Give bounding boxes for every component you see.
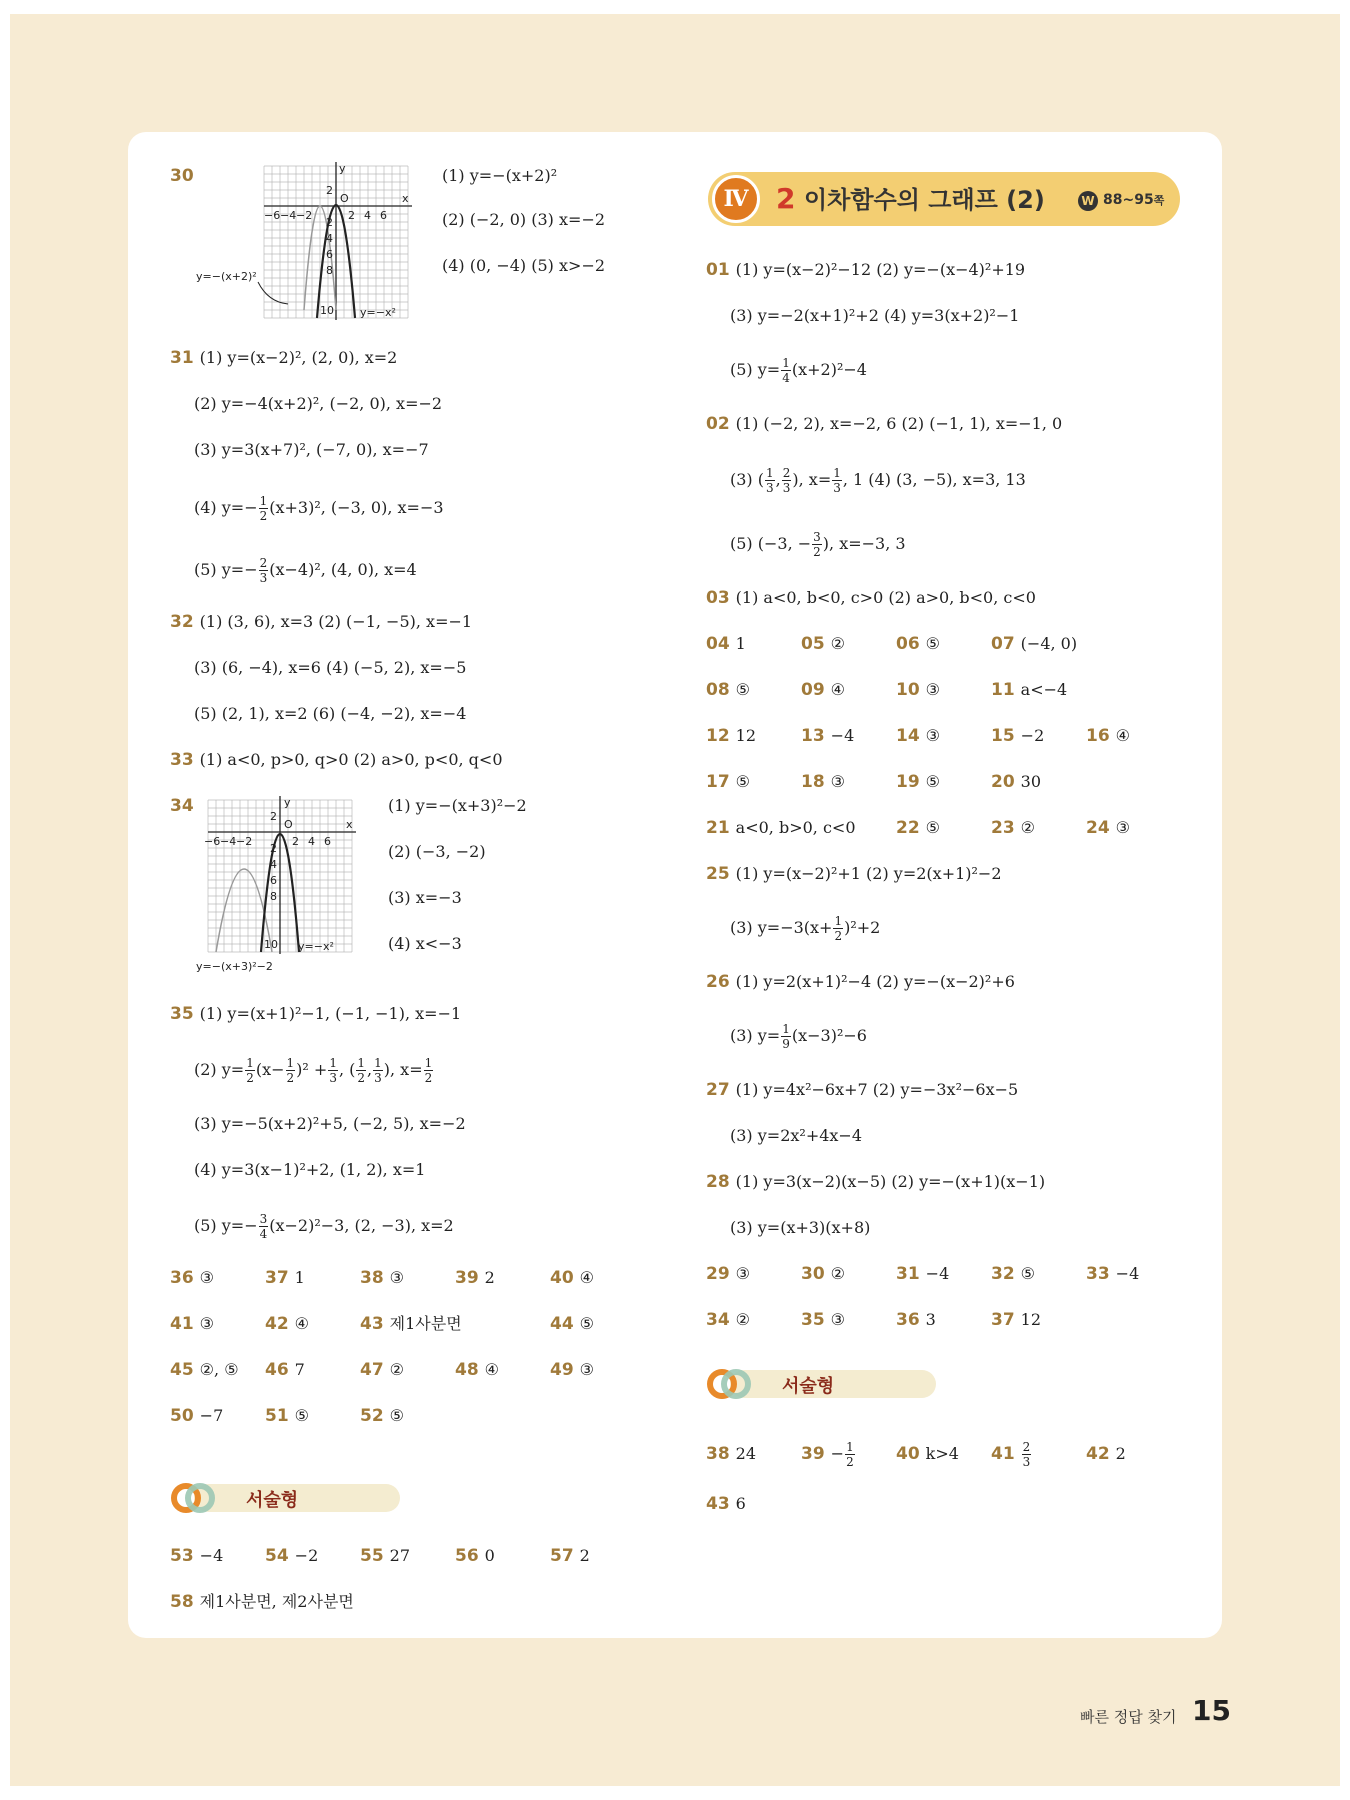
- r-answer-17: 17 ⑤: [706, 772, 751, 792]
- q35-line-3: (3) y=−5(x+2)²+5, (−2, 5), x=−2: [194, 1114, 466, 1133]
- svg-text:y=−(x+2)²: y=−(x+2)²: [196, 270, 257, 283]
- section-label: 서술형: [246, 1490, 299, 1511]
- r-q26-line-1: 26 (1) y=2(x+1)²−4 (2) y=−(x−2)²+6: [706, 972, 1015, 992]
- svg-text:2: 2: [292, 835, 299, 848]
- r-answer-32: 32 ⑤: [991, 1264, 1036, 1284]
- answer-38: 38 ③: [360, 1268, 405, 1288]
- q34-answer-2: (2) (−3, −2): [388, 842, 486, 861]
- svg-text:8: 8: [326, 264, 333, 277]
- q30-number: 30: [170, 166, 194, 186]
- svg-text:−4: −4: [220, 835, 237, 848]
- answer-56: 56 0: [455, 1546, 495, 1566]
- section-essay-right: [706, 1368, 936, 1400]
- r-answer-30: 30 ②: [801, 1264, 846, 1284]
- svg-text:2: 2: [270, 842, 277, 855]
- r-q01-line-1: 01 (1) y=(x−2)²−12 (2) y=−(x−4)²+19: [706, 260, 1026, 280]
- r-answer-33: 33 −4: [1086, 1264, 1140, 1284]
- r-answer-16: 16 ④: [1086, 726, 1131, 746]
- r-answer-14: 14 ③: [896, 726, 941, 746]
- answer-54: 54 −2: [265, 1546, 319, 1566]
- r-answer-04: 04 1: [706, 634, 746, 654]
- r-q01-line-2: (3) y=−2(x+1)²+2 (4) y=3(x+2)²−1: [730, 306, 1020, 325]
- q30-answer-1: (1) y=−(x+2)²: [442, 166, 558, 185]
- section-ring-icon: [170, 1482, 222, 1514]
- answer-41: 41 ③: [170, 1314, 215, 1334]
- svg-text:−6: −6: [204, 835, 221, 848]
- answer-46: 46 7: [265, 1360, 305, 1380]
- svg-text:10: 10: [264, 938, 278, 951]
- r-answer-15: 15 −2: [991, 726, 1045, 746]
- section-label: 서술형: [782, 1376, 835, 1397]
- r-q27-line-2: (3) y=2x²+4x−4: [730, 1126, 863, 1145]
- r-answer-34: 34 ②: [706, 1310, 751, 1330]
- r-answer-21: 21 a<0, b>0, c<0: [706, 818, 856, 838]
- r-answer-42: 42 2: [1086, 1444, 1126, 1464]
- answer-40: 40 ④: [550, 1268, 595, 1288]
- svg-text:4: 4: [326, 232, 333, 245]
- answer-43: 43 제1사분면: [360, 1314, 462, 1334]
- footer-label: 빠른 정답 찾기: [1080, 1708, 1177, 1726]
- q34-graph: [194, 796, 394, 976]
- q33: 33 (1) a<0, p>0, q>0 (2) a>0, p<0, q<0: [170, 750, 503, 770]
- r-answer-37: 37 12: [991, 1310, 1042, 1330]
- q31-line-1: 31 (1) y=(x−2)², (2, 0), x=2: [170, 348, 398, 368]
- answer-51: 51 ⑤: [265, 1406, 310, 1426]
- svg-text:O: O: [284, 818, 293, 831]
- r-answer-19: 19 ⑤: [896, 772, 941, 792]
- r-q28-line-1: 28 (1) y=3(x−2)(x−5) (2) y=−(x+1)(x−1): [706, 1172, 1046, 1192]
- answer-50: 50 −7: [170, 1406, 224, 1426]
- svg-text:8: 8: [270, 890, 277, 903]
- q35-line-1: 35 (1) y=(x+1)²−1, (−1, −1), x=−1: [170, 1004, 462, 1024]
- svg-text:2: 2: [270, 810, 277, 823]
- q31-line-3: (3) y=3(x+7)², (−7, 0), x=−7: [194, 440, 429, 459]
- q30-answer-2: (2) (−2, 0) (3) x=−2: [442, 210, 606, 229]
- r-answer-43: 43 6: [706, 1494, 746, 1514]
- q32-line-3: (5) (2, 1), x=2 (6) (−4, −2), x=−4: [194, 704, 467, 723]
- r-answer-23: 23 ②: [991, 818, 1036, 838]
- q35-line-2: (2) y= $\frac{1}{2}$ (x− $\frac{1}{2}$ )² + $\frac{1}{3}$ , ( $\frac{1}{2}$ , $\frac{1}{3}$ ), x= $\frac{1}{2}$: [194, 1056, 433, 1085]
- page-number: 15: [1192, 1694, 1231, 1727]
- q30-answer-3: (4) (0, −4) (5) x>−2: [442, 256, 606, 275]
- answer-53: 53 −4: [170, 1546, 224, 1566]
- r-q26-line-2: (3) y= $\frac{1}{9}$ (x−3)²−6: [730, 1022, 867, 1051]
- r-q01-line-3: (5) y= $\frac{1}{4}$ (x+2)²−4: [730, 356, 867, 385]
- svg-text:6: 6: [326, 248, 333, 261]
- r-q28-line-2: (3) y=(x+3)(x+8): [730, 1218, 871, 1237]
- svg-text:x: x: [402, 192, 409, 205]
- answer-49: 49 ③: [550, 1360, 595, 1380]
- r-q02-line-3: (5) (−3, − $\frac{3}{2}$ ), x=−3, 3: [730, 530, 906, 559]
- q34-answer-3: (3) x=−3: [388, 888, 462, 907]
- q34-answer-4: (4) x<−3: [388, 934, 462, 953]
- answer-47: 47 ②: [360, 1360, 405, 1380]
- answer-52: 52 ⑤: [360, 1406, 405, 1426]
- r-answer-13: 13 −4: [801, 726, 855, 746]
- q34-answer-1: (1) y=−(x+3)²−2: [388, 796, 527, 815]
- r-answer-35: 35 ③: [801, 1310, 846, 1330]
- answer-57: 57 2: [550, 1546, 590, 1566]
- answer-39: 39 2: [455, 1268, 495, 1288]
- answer-55: 55 27: [360, 1546, 411, 1566]
- svg-text:x: x: [346, 818, 353, 831]
- q30-graph: [196, 162, 426, 322]
- answer-44: 44 ⑤: [550, 1314, 595, 1334]
- r-answer-20: 20 30: [991, 772, 1042, 792]
- svg-text:6: 6: [324, 835, 331, 848]
- r-answer-06: 06 ⑤: [896, 634, 941, 654]
- chapter-title: 이차함수의 그래프 (2): [804, 186, 1045, 214]
- svg-text:2: 2: [326, 184, 333, 197]
- answer-58: 58 제1사분면, 제2사분면: [170, 1592, 354, 1612]
- r-q27-line-1: 27 (1) y=4x²−6x+7 (2) y=−3x²−6x−5: [706, 1080, 1019, 1100]
- q32-line-2: (3) (6, −4), x=6 (4) (−5, 2), x=−5: [194, 658, 467, 677]
- answer-48: 48 ④: [455, 1360, 500, 1380]
- q31-line-4: (4) y=− $\frac{1}{2}$ (x+3)², (−3, 0), x=−3: [194, 494, 444, 523]
- chapter-number: 2: [776, 182, 796, 215]
- workbook-icon: W: [1078, 191, 1098, 211]
- q35-line-4: (4) y=3(x−1)²+2, (1, 2), x=1: [194, 1160, 426, 1179]
- svg-text:−2: −2: [296, 209, 313, 222]
- svg-text:6: 6: [270, 874, 277, 887]
- section-essay-left: [170, 1482, 400, 1514]
- svg-text:y=−x²: y=−x²: [360, 306, 396, 319]
- chapter-pages: 88~95쪽: [1103, 192, 1165, 208]
- r-answer-10: 10 ③: [896, 680, 941, 700]
- r-answer-05: 05 ②: [801, 634, 846, 654]
- svg-text:4: 4: [364, 209, 371, 222]
- section-ring-icon: [706, 1368, 758, 1400]
- q31-line-2: (2) y=−4(x+2)², (−2, 0), x=−2: [194, 394, 443, 413]
- answer-36: 36 ③: [170, 1268, 215, 1288]
- answer-45: 45 ②, ⑤: [170, 1360, 239, 1380]
- answer-37: 37 1: [265, 1268, 305, 1288]
- svg-text:−4: −4: [280, 209, 297, 222]
- r-answer-22: 22 ⑤: [896, 818, 941, 838]
- svg-text:y: y: [284, 796, 291, 809]
- svg-text:10: 10: [320, 304, 334, 317]
- r-answer-29: 29 ③: [706, 1264, 751, 1284]
- svg-text:4: 4: [308, 835, 315, 848]
- svg-text:y=−(x+3)²−2: y=−(x+3)²−2: [196, 960, 273, 973]
- r-q25-line-1: 25 (1) y=(x−2)²+1 (2) y=2(x+1)²−2: [706, 864, 1002, 884]
- svg-text:6: 6: [380, 209, 387, 222]
- svg-text:4: 4: [270, 858, 277, 871]
- r-answer-38: 38 24: [706, 1444, 757, 1464]
- r-q03: 03 (1) a<0, b<0, c>0 (2) a>0, b<0, c<0: [706, 588, 1036, 608]
- r-answer-07: 07 (−4, 0): [991, 634, 1078, 654]
- svg-text:y: y: [339, 162, 346, 175]
- svg-text:−2: −2: [236, 835, 253, 848]
- r-answer-09: 09 ④: [801, 680, 846, 700]
- svg-text:−6: −6: [264, 209, 281, 222]
- r-answer-41: 41 $\frac{2}{3}$: [991, 1440, 1031, 1469]
- r-answer-18: 18 ③: [801, 772, 846, 792]
- svg-text:O: O: [340, 192, 349, 205]
- q34-number: 34: [170, 796, 194, 816]
- svg-text:y=−x²: y=−x²: [298, 940, 334, 953]
- r-answer-31: 31 −4: [896, 1264, 950, 1284]
- q31-line-5: (5) y=− $\frac{2}{3}$ (x−4)², (4, 0), x=4: [194, 556, 417, 585]
- svg-text:2: 2: [348, 209, 355, 222]
- r-answer-40: 40 k>4: [896, 1444, 959, 1464]
- r-answer-11: 11 a<−4: [991, 680, 1068, 700]
- q32-line-1: 32 (1) (3, 6), x=3 (2) (−1, −5), x=−1: [170, 612, 473, 632]
- answer-42: 42 ④: [265, 1314, 310, 1334]
- r-answer-24: 24 ③: [1086, 818, 1131, 838]
- r-q02-line-2: (3) ( $\frac{1}{3}$ , $\frac{2}{3}$ ), x= $\frac{1}{3}$ , 1 (4) (3, −5), x=3, 13: [730, 466, 1026, 495]
- svg-text:2: 2: [326, 216, 333, 229]
- r-answer-36: 36 3: [896, 1310, 936, 1330]
- r-answer-08: 08 ⑤: [706, 680, 751, 700]
- r-answer-39: 39 − $\frac{1}{2}$: [801, 1440, 854, 1469]
- r-answer-12: 12 12: [706, 726, 757, 746]
- q35-line-5: (5) y=− $\frac{3}{4}$ (x−2)²−3, (2, −3), x=2: [194, 1212, 454, 1241]
- r-q02-line-1: 02 (1) (−2, 2), x=−2, 6 (2) (−1, 1), x=−1, 0: [706, 414, 1063, 434]
- chapter-roman-badge: Ⅳ: [712, 175, 760, 223]
- r-q25-line-2: (3) y=−3(x+ $\frac{1}{2}$ )²+2: [730, 914, 881, 943]
